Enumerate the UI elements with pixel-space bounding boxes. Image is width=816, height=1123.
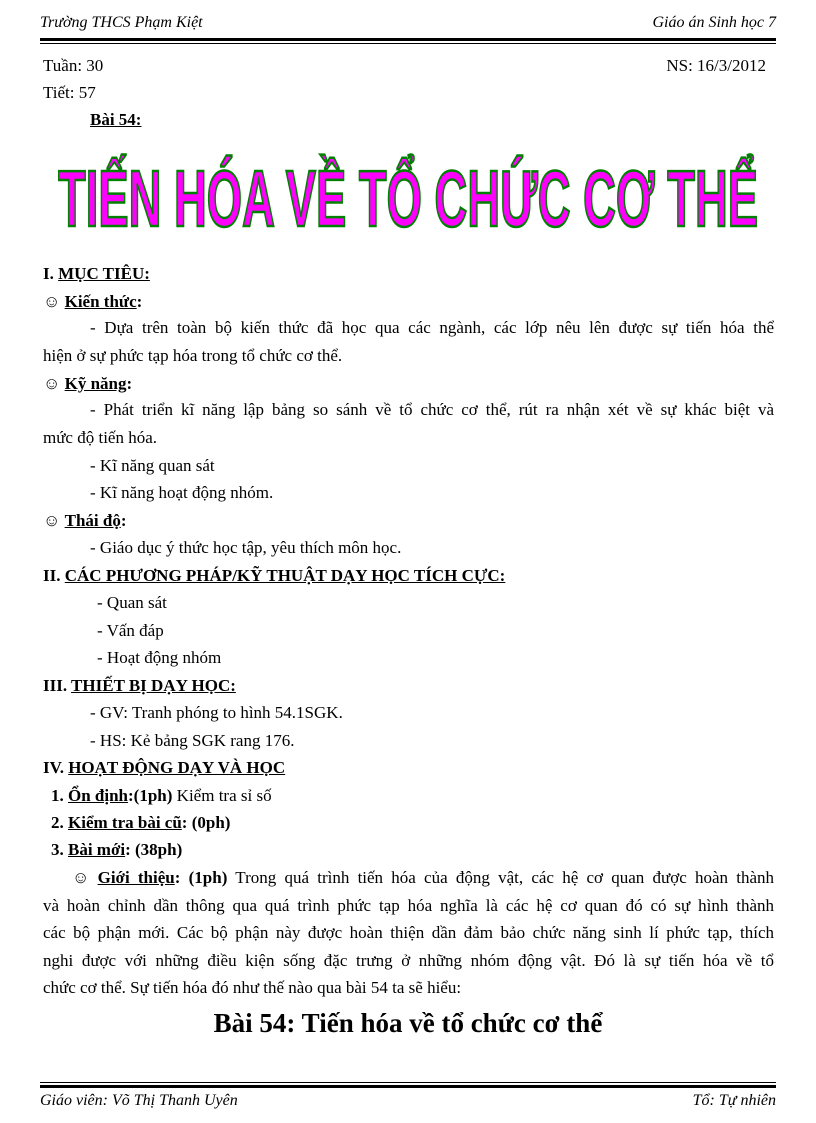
section-2-title: CÁC PHƯƠNG PHÁP/KỸ THUẬT DẠY HỌC TÍCH CỰC: bbox=[64, 566, 506, 585]
teacher-name: Giáo viên: Võ Thị Thanh Uyên bbox=[40, 1092, 238, 1109]
skills-heading: ☺ Kỹ năng: bbox=[43, 374, 133, 393]
section-1-heading bbox=[43, 264, 150, 284]
knowledge-line-2: hiện ở sự phức tạp hóa trong tổ chức cơ thể. bbox=[43, 346, 343, 365]
equipment-hs: - HS: Kẻ bảng SGK rang 176. bbox=[90, 731, 295, 750]
section-3-number: III. bbox=[43, 676, 72, 695]
section-4-heading bbox=[43, 758, 285, 778]
intro-line-4: nghi được với những điều kiện sống đặc trưng ở những nhóm động vật. Đó là sự tiến hóa về tổ bbox=[43, 951, 774, 970]
group-name: Tổ: Tự nhiên bbox=[692, 1092, 776, 1109]
date-label: NS: 16/3/2012 bbox=[666, 56, 766, 75]
step-3-number: 3. bbox=[51, 840, 68, 859]
lesson-label: Bài 54: bbox=[90, 110, 142, 129]
intro-label: Giới thiệu bbox=[97, 868, 175, 887]
period-label: Tiết: 57 bbox=[43, 83, 96, 102]
header-rule-thin bbox=[40, 43, 776, 44]
section-4-number: IV. bbox=[43, 758, 69, 777]
smiley-icon: ☺ bbox=[43, 374, 61, 393]
attitude-line-1: - Giáo dục ý thức học tập, yêu thích môn học. bbox=[90, 538, 402, 557]
smiley-icon: ☺ bbox=[72, 868, 90, 887]
page-header bbox=[40, 14, 776, 34]
step-2-number: 2. bbox=[51, 813, 68, 832]
intro-line-3: các bộ phận mới. Các bộ phận này được hoàn thiện dần đảm bảo chức năng sinh lí phức tạp, thích bbox=[43, 923, 774, 942]
footer-rule-thin bbox=[40, 1082, 776, 1083]
knowledge-label: Kiến thức bbox=[64, 292, 137, 311]
skills-line-2: mức độ tiến hóa. bbox=[43, 428, 158, 447]
big-title-text: TIẾN HÓA VỀ TỔ CHỨC CƠ THỂ bbox=[58, 154, 758, 234]
section-2-heading bbox=[43, 566, 505, 586]
smiley-icon: ☺ bbox=[43, 511, 61, 530]
section-1-number: I. bbox=[43, 264, 59, 283]
section-1-title: MỤC TIÊU: bbox=[58, 264, 150, 283]
intro-line-1 bbox=[72, 868, 774, 888]
skills-line-3: - Kĩ năng quan sát bbox=[90, 456, 215, 475]
attitude-label: Thái độ bbox=[64, 511, 121, 530]
step-1-number: 1. bbox=[51, 786, 68, 805]
knowledge-heading: ☺ Kiến thức: bbox=[43, 292, 143, 311]
skills-line-1: - Phát triển kĩ năng lập bảng so sánh về tổ chức cơ thể, rút ra nhận xét về sự khác biệt và bbox=[90, 400, 774, 419]
section-4-title: HOẠT ĐỘNG DẠY VÀ HỌC bbox=[68, 758, 286, 777]
intro-time: : (1ph) bbox=[174, 868, 228, 887]
page-footer bbox=[40, 1092, 776, 1112]
smiley-icon: ☺ bbox=[43, 292, 61, 311]
footer-rule bbox=[40, 1085, 776, 1088]
subject-name: Giáo án Sinh học 7 bbox=[652, 14, 776, 31]
header-rule bbox=[40, 38, 776, 41]
step-1-time: :(1ph) bbox=[128, 786, 173, 805]
lesson-big-title bbox=[58, 148, 758, 234]
step-2 bbox=[51, 813, 230, 833]
skills-label: Kỹ năng bbox=[64, 374, 127, 393]
section-3-heading bbox=[43, 676, 236, 696]
step-1-text: Kiểm tra sỉ số bbox=[172, 786, 272, 805]
step-2-label: Kiểm tra bài cũ bbox=[68, 813, 182, 832]
list-item: - Hoạt động nhóm bbox=[97, 648, 222, 667]
list-item: - Vấn đáp bbox=[97, 621, 164, 640]
list-item: - Quan sát bbox=[97, 593, 167, 612]
equipment-gv: - GV: Tranh phóng to hình 54.1SGK. bbox=[90, 703, 343, 722]
step-3-label: Bài mới bbox=[68, 840, 126, 859]
intro-text-1: Trong quá trình tiến hóa của động vật, các hệ cơ quan được hoàn thành bbox=[227, 868, 775, 887]
intro-line-2: và hoàn chỉnh dần thông qua quá trình phức tạp hóa nghĩa là các hệ cơ quan đó có sự hình thành bbox=[43, 896, 774, 915]
week-label: Tuần: 30 bbox=[43, 56, 104, 75]
section-3-title: THIẾT BỊ DẠY HỌC: bbox=[71, 676, 236, 695]
knowledge-line-1: - Dựa trên toàn bộ kiến thức đã học qua các ngành, các lớp nêu lên được sự tiến hóa thể bbox=[90, 318, 774, 337]
step-1-label: Ổn định bbox=[68, 786, 129, 805]
intro-line-5: chức cơ thể. Sự tiến hóa đó như thế nào qua bài 54 ta sẽ hiểu: bbox=[43, 978, 462, 997]
big-title-graphic bbox=[58, 148, 758, 234]
school-name: Trường THCS Phạm Kiệt bbox=[40, 14, 203, 31]
attitude-heading: ☺ Thái độ: bbox=[43, 511, 127, 530]
lesson-subtitle: Bài 54: Tiến hóa về tổ chức cơ thể bbox=[213, 1008, 603, 1038]
step-1 bbox=[51, 786, 272, 806]
step-2-time: : (0ph) bbox=[181, 813, 231, 832]
step-3 bbox=[51, 840, 182, 860]
skills-line-4: - Kĩ năng hoạt động nhóm. bbox=[90, 483, 274, 502]
step-3-time: : (38ph) bbox=[125, 840, 183, 859]
section-2-number: II. bbox=[43, 566, 65, 585]
